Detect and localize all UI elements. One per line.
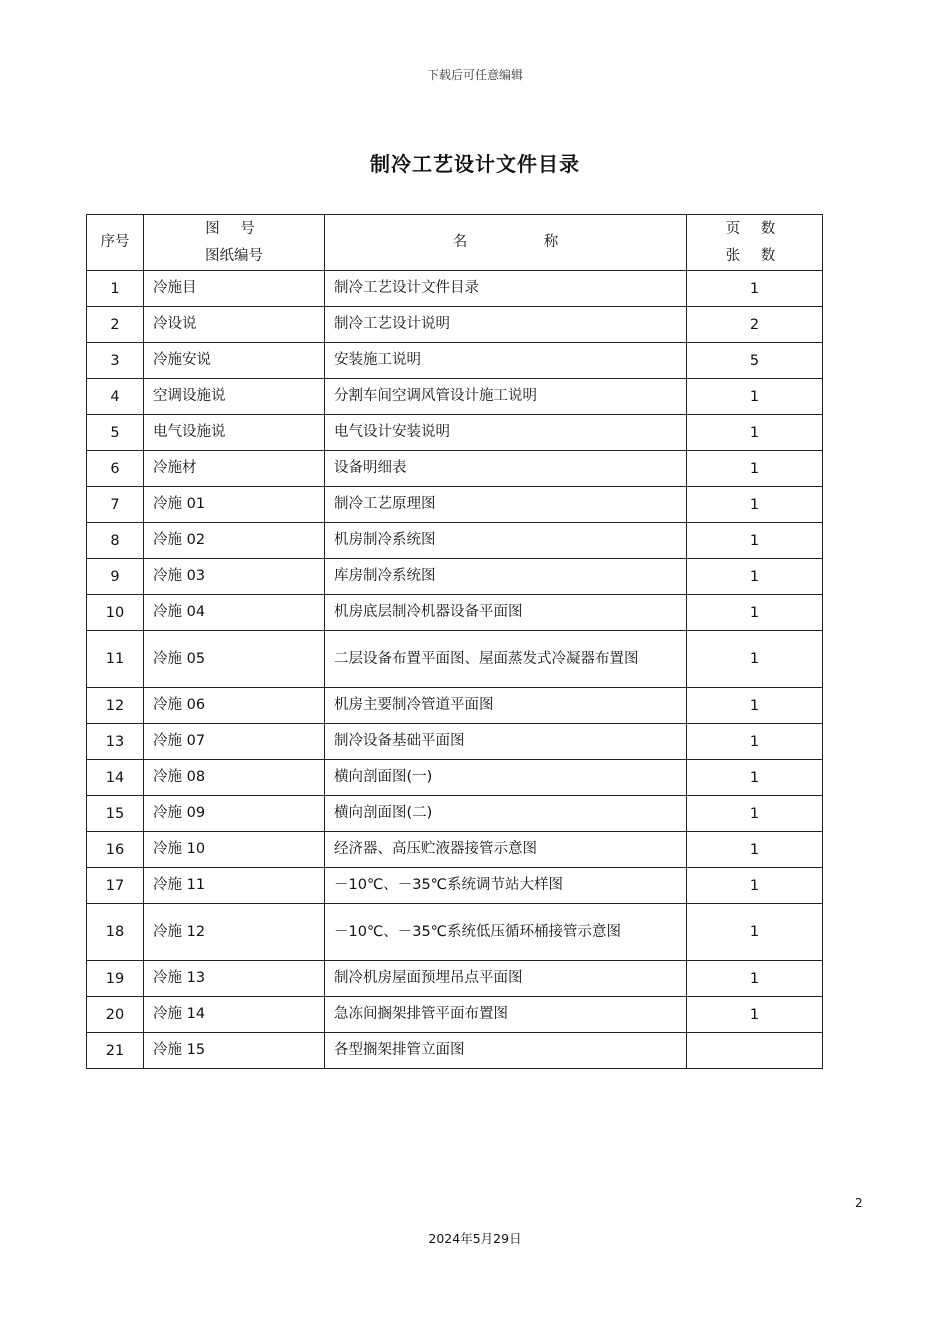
table-row [87, 868, 823, 904]
cell-drawing-name: 安装施工说明 [325, 343, 687, 379]
cell-drawing-code: 冷施 04 [144, 595, 325, 631]
cell-page-count: 1 [687, 688, 823, 724]
table-row [87, 688, 823, 724]
cell-index: 5 [87, 415, 144, 451]
cell-page-count: 1 [687, 832, 823, 868]
cell-drawing-name: 制冷工艺原理图 [325, 487, 687, 523]
table-row [87, 379, 823, 415]
header-name [325, 215, 687, 271]
cell-page-count: 1 [687, 487, 823, 523]
cell-page-count: 2 [687, 307, 823, 343]
table-body [87, 271, 823, 1069]
cell-drawing-name: 设备明细表 [325, 451, 687, 487]
cell-index: 10 [87, 595, 144, 631]
cell-drawing-code: 冷施 09 [144, 796, 325, 832]
cell-drawing-code: 冷施 02 [144, 523, 325, 559]
cell-drawing-name: －10℃、－35℃系统低压循环桶接管示意图 [325, 904, 687, 961]
cell-page-count: 1 [687, 961, 823, 997]
cell-index: 16 [87, 832, 144, 868]
table-row [87, 631, 823, 688]
header-note: 下载后可任意编辑 [426, 68, 523, 82]
cell-page-count: 1 [687, 415, 823, 451]
cell-index: 18 [87, 904, 144, 961]
cell-drawing-code: 冷设说 [144, 307, 325, 343]
cell-page-count: 1 [687, 595, 823, 631]
cell-page-count [687, 1033, 823, 1069]
table-row [87, 904, 823, 961]
header-index: 序号 [87, 215, 144, 271]
cell-drawing-name: 急冻间搁架排管平面布置图 [325, 997, 687, 1033]
header-drawing-line1: 图 号 [205, 220, 263, 237]
header-name-label: 名 称 [452, 234, 595, 250]
cell-drawing-name: 机房主要制冷管道平面图 [325, 688, 687, 724]
cell-index: 19 [87, 961, 144, 997]
cell-page-count: 1 [687, 523, 823, 559]
cell-drawing-name: 二层设备布置平面图、屋面蒸发式冷凝器布置图 [325, 631, 687, 688]
cell-drawing-code: 冷施 05 [144, 631, 325, 688]
cell-index: 13 [87, 724, 144, 760]
cell-drawing-code: 冷施材 [144, 451, 325, 487]
cell-page-count: 1 [687, 271, 823, 307]
cell-drawing-code: 冷施 15 [144, 1033, 325, 1069]
cell-drawing-name: 制冷工艺设计文件目录 [325, 271, 687, 307]
cell-drawing-name: 分割车间空调风管设计施工说明 [325, 379, 687, 415]
table-row [87, 760, 823, 796]
cell-page-count: 1 [687, 451, 823, 487]
table-header-row [87, 215, 823, 271]
cell-drawing-code: 冷施安说 [144, 343, 325, 379]
header-pages-line1: 页 数 [725, 220, 784, 237]
cell-drawing-name: 制冷设备基础平面图 [325, 724, 687, 760]
cell-drawing-code: 空调设施说 [144, 379, 325, 415]
cell-index: 9 [87, 559, 144, 595]
page-title: 制冷工艺设计文件目录 [370, 152, 580, 176]
cell-page-count: 1 [687, 379, 823, 415]
table-row [87, 559, 823, 595]
cell-index: 17 [87, 868, 144, 904]
header-drawing-number [144, 215, 325, 271]
footer-date: 2024年5月29日 [428, 1231, 522, 1246]
cell-drawing-code: 冷施 01 [144, 487, 325, 523]
catalog-table [86, 214, 823, 1069]
cell-drawing-code: 冷施目 [144, 271, 325, 307]
table-row [87, 1033, 823, 1069]
cell-drawing-name: 各型搁架排管立面图 [325, 1033, 687, 1069]
cell-drawing-code: 冷施 14 [144, 997, 325, 1033]
cell-index: 21 [87, 1033, 144, 1069]
cell-drawing-name: 横向剖面图(二) [325, 796, 687, 832]
cell-index: 1 [87, 271, 144, 307]
cell-drawing-name: 机房底层制冷机器设备平面图 [325, 595, 687, 631]
table-row [87, 832, 823, 868]
table-row [87, 487, 823, 523]
cell-index: 3 [87, 343, 144, 379]
cell-drawing-code: 冷施 03 [144, 559, 325, 595]
cell-index: 11 [87, 631, 144, 688]
cell-index: 6 [87, 451, 144, 487]
cell-page-count: 1 [687, 997, 823, 1033]
cell-drawing-name: 机房制冷系统图 [325, 523, 687, 559]
table-row [87, 796, 823, 832]
cell-drawing-code: 冷施 12 [144, 904, 325, 961]
cell-drawing-name: 经济器、高压贮液器接管示意图 [325, 832, 687, 868]
cell-page-count: 1 [687, 760, 823, 796]
cell-index: 12 [87, 688, 144, 724]
cell-drawing-name: 电气设计安装说明 [325, 415, 687, 451]
table-row [87, 595, 823, 631]
cell-drawing-name: 制冷机房屋面预埋吊点平面图 [325, 961, 687, 997]
table-row [87, 961, 823, 997]
table-row [87, 997, 823, 1033]
cell-drawing-code: 冷施 11 [144, 868, 325, 904]
cell-index: 7 [87, 487, 144, 523]
cell-drawing-name: 制冷工艺设计说明 [325, 307, 687, 343]
page-number: 2 [855, 1196, 863, 1210]
cell-index: 15 [87, 796, 144, 832]
cell-drawing-code: 冷施 06 [144, 688, 325, 724]
cell-drawing-name: 库房制冷系统图 [325, 559, 687, 595]
table-row [87, 415, 823, 451]
cell-index: 2 [87, 307, 144, 343]
table-row [87, 271, 823, 307]
cell-drawing-code: 冷施 13 [144, 961, 325, 997]
cell-index: 14 [87, 760, 144, 796]
cell-drawing-name: －10℃、－35℃系统调节站大样图 [325, 868, 687, 904]
table-row [87, 724, 823, 760]
header-drawing-line2: 图纸编号 [205, 247, 263, 264]
table-row [87, 307, 823, 343]
table-row [87, 523, 823, 559]
cell-page-count: 1 [687, 559, 823, 595]
table-row [87, 451, 823, 487]
cell-drawing-code: 冷施 10 [144, 832, 325, 868]
cell-drawing-code: 电气设施说 [144, 415, 325, 451]
cell-page-count: 1 [687, 796, 823, 832]
cell-page-count: 1 [687, 631, 823, 688]
cell-page-count: 1 [687, 724, 823, 760]
cell-page-count: 1 [687, 868, 823, 904]
cell-index: 20 [87, 997, 144, 1033]
header-pages [687, 215, 823, 271]
table-row [87, 343, 823, 379]
cell-drawing-code: 冷施 08 [144, 760, 325, 796]
header-pages-line2: 张 数 [725, 247, 784, 264]
cell-page-count: 1 [687, 904, 823, 961]
cell-page-count: 5 [687, 343, 823, 379]
cell-drawing-name: 横向剖面图(一) [325, 760, 687, 796]
cell-drawing-code: 冷施 07 [144, 724, 325, 760]
cell-index: 8 [87, 523, 144, 559]
cell-index: 4 [87, 379, 144, 415]
